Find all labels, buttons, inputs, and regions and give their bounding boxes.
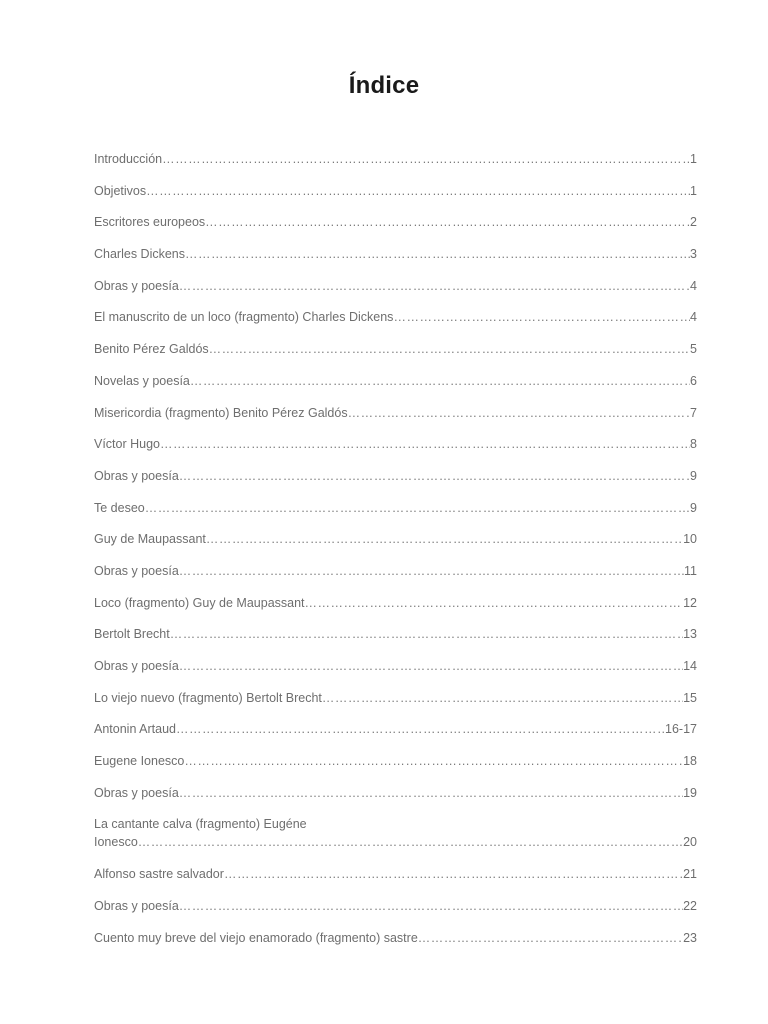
toc-entry-page: 23 <box>683 930 697 945</box>
dot-leader <box>224 865 683 883</box>
dot-leader <box>179 277 690 295</box>
toc-entry-page: 15 <box>683 690 697 705</box>
toc-entry-label: Alfonso sastre salvador <box>94 867 224 882</box>
toc-entry <box>94 752 697 770</box>
toc-entry <box>94 435 697 453</box>
table-of-contents <box>94 150 697 960</box>
toc-entry-label: Obras y poesía <box>94 278 179 293</box>
toc-entry-label: Benito Pérez Galdós <box>94 342 209 357</box>
dot-leader <box>146 182 690 200</box>
toc-entry-label: Misericordia (fragmento) Benito Pérez Galdós <box>94 405 348 420</box>
toc-entry-label: Obras y poesía <box>94 659 179 673</box>
dot-leader <box>179 562 684 580</box>
toc-entry-label: Antonin Artaud <box>94 722 177 737</box>
toc-entry <box>94 150 697 168</box>
toc-entry-label: Eugene Ionesco <box>94 754 185 769</box>
toc-entry <box>94 530 697 548</box>
toc-entry-label: Obras y poesía <box>94 563 179 578</box>
dot-leader <box>184 752 683 770</box>
toc-entry-label: Cuento muy breve del viejo enamorado (fragmento) sastre <box>94 930 418 945</box>
toc-entry <box>94 499 697 517</box>
toc-entry-page: 9 <box>690 468 697 483</box>
dot-leader <box>160 435 690 453</box>
toc-entry-label: Escritores europeos <box>94 215 206 230</box>
toc-entry <box>94 897 697 915</box>
toc-entry-page: 1 <box>690 152 697 166</box>
dot-leader <box>179 784 683 802</box>
toc-entry <box>94 625 697 643</box>
toc-entry-page: 22 <box>683 898 697 913</box>
toc-entry <box>94 865 697 883</box>
toc-entry-label: Víctor Hugo <box>94 437 161 452</box>
toc-entry-page: 8 <box>690 437 697 452</box>
toc-entry-label: Guy de Maupassant <box>94 532 206 547</box>
toc-entry <box>94 929 697 947</box>
dot-leader <box>206 530 683 548</box>
toc-entry <box>94 182 697 200</box>
toc-entry <box>94 404 697 422</box>
toc-entry-label: Charles Dickens <box>94 247 186 262</box>
toc-entry <box>94 689 697 707</box>
toc-entry <box>94 245 697 263</box>
toc-entry <box>94 784 697 802</box>
dot-leader <box>179 897 683 915</box>
dot-leader <box>170 625 683 643</box>
dot-leader <box>185 245 690 263</box>
toc-entry-page: 6 <box>690 373 697 388</box>
toc-entry <box>94 213 697 231</box>
toc-entry-label: Obras y poesía <box>94 785 179 800</box>
toc-entry <box>94 277 697 295</box>
toc-entry <box>94 562 697 580</box>
toc-entry-label-continued: Ionesco <box>94 835 138 850</box>
toc-entry-page: 5 <box>690 342 697 357</box>
toc-entry <box>94 815 697 851</box>
toc-entry-page: 7 <box>690 405 697 420</box>
toc-entry-page: 10 <box>683 532 697 547</box>
toc-entry-page: 21 <box>683 867 697 882</box>
toc-entry-label: Lo viejo nuevo (fragmento) Bertolt Brecht <box>94 690 322 705</box>
toc-entry <box>94 372 697 390</box>
dot-leader <box>209 340 690 358</box>
toc-entry-page: 14 <box>683 659 697 673</box>
dot-leader <box>176 720 665 738</box>
toc-entry-label: Objetivos <box>94 183 147 198</box>
dot-leader <box>305 594 684 612</box>
page-title: Índice <box>348 72 420 99</box>
toc-entry-page: 4 <box>690 310 697 325</box>
toc-entry-page: 1 <box>690 183 697 198</box>
toc-entry-label: Te deseo <box>94 500 145 515</box>
toc-entry-label: El manuscrito de un loco (fragmento) Charles Dickens <box>94 310 394 325</box>
toc-entry-page: 4 <box>690 278 697 293</box>
toc-entry-label: Introducción <box>94 152 163 166</box>
dot-leader <box>190 372 690 390</box>
toc-entry <box>94 308 697 326</box>
toc-entry-label: Obras y poesía <box>94 898 179 913</box>
dot-leader <box>138 833 683 851</box>
dot-leader <box>348 404 690 422</box>
toc-entry-continuation <box>94 833 697 851</box>
toc-entry <box>94 720 697 738</box>
dot-leader <box>162 150 690 168</box>
toc-entry-page: 11 <box>684 563 697 578</box>
toc-entry-page: 12 <box>683 595 697 610</box>
toc-entry-page: 13 <box>683 627 697 642</box>
dot-leader <box>145 499 690 517</box>
toc-entry-label: Bertolt Brecht <box>94 627 170 642</box>
toc-entry-label: Obras y poesía <box>94 468 179 483</box>
dot-leader <box>179 657 683 675</box>
toc-entry <box>94 657 697 675</box>
toc-entry-page: 18 <box>683 754 697 769</box>
toc-entry-page: 20 <box>683 835 697 850</box>
toc-entry-label: Loco (fragmento) Guy de Maupassant <box>94 595 305 610</box>
toc-entry-page: 19 <box>683 785 697 800</box>
dot-leader <box>418 929 683 947</box>
dot-leader <box>205 213 690 231</box>
toc-entry-page: 16-17 <box>665 722 697 737</box>
toc-entry <box>94 594 697 612</box>
dot-leader <box>179 467 690 485</box>
dot-leader <box>393 308 690 326</box>
toc-entry-label: La cantante calva (fragmento) Eugéne <box>94 817 307 832</box>
toc-entry-page: 3 <box>690 247 697 262</box>
toc-entry-page: 9 <box>690 500 697 515</box>
toc-entry-page: 2 <box>690 215 697 230</box>
toc-entry-label: Novelas y poesía <box>94 373 190 388</box>
toc-entry <box>94 340 697 358</box>
toc-entry <box>94 467 697 485</box>
dot-leader <box>322 689 683 707</box>
